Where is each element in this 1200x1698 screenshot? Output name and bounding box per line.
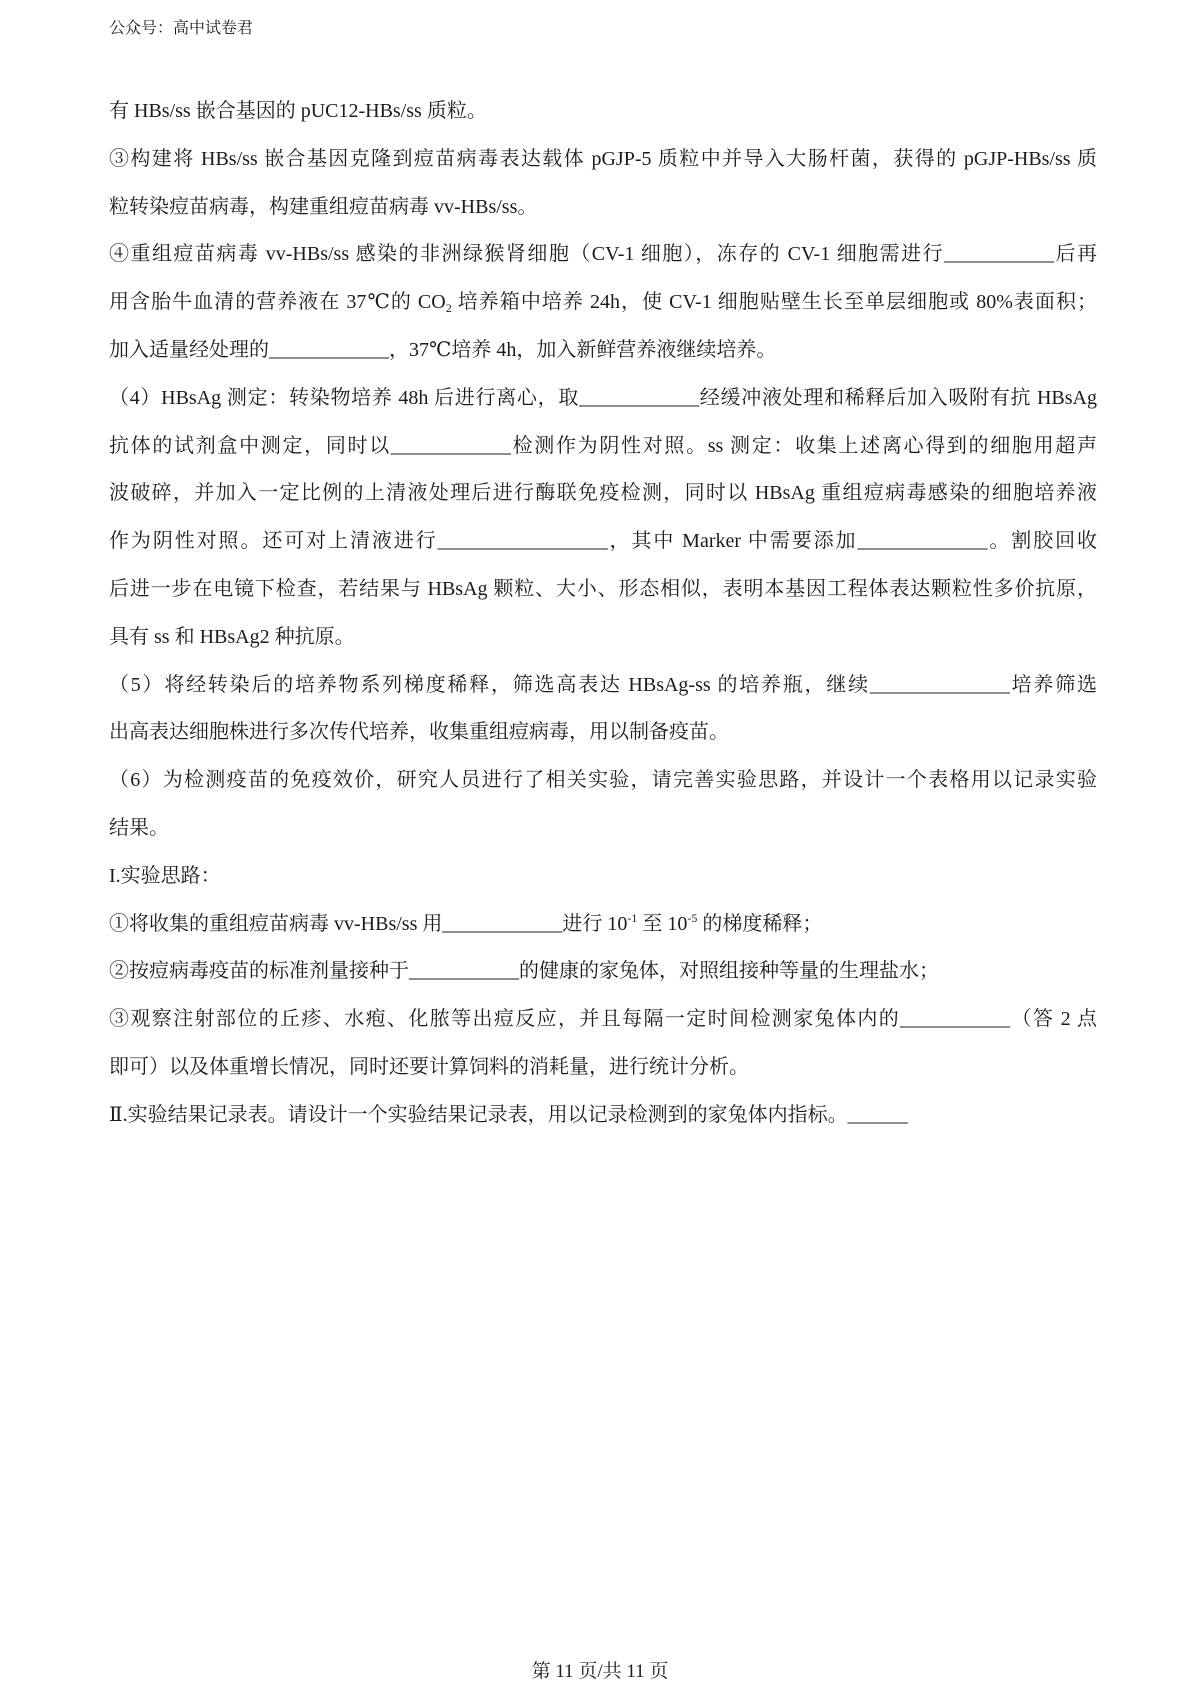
text-line: ③观察注射部位的丘疹、水疱、化脓等出痘反应，并且每隔一定时间检测家兔体内的___________（答 2 点 [109,1008,1097,1031]
text-line [109,279,1097,327]
text-line: 加入适量经处理的____________，37℃培养 4h，加入新鲜营养液继续培养。 [109,338,777,361]
text-segment: 培养箱中培养 24h，使 CV-1 细胞贴壁生长至单层细胞或 80%表面积； [451,291,1097,314]
text-line: 抗体的试剂盒中测定，同时以____________检测作为阴性对照。ss 测定：收集上述离心得到的细胞用超声 [109,434,1097,457]
text-line: ④重组痘苗病毒 vv-HBs/ss 感染的非洲绿猴肾细胞（CV-1 细胞），冻存的 CV-1 细胞需进行___________后再 [109,243,1097,266]
text-line: 有 HBs/ss 嵌合基因的 pUC12-HBs/ss 质粒。 [109,100,487,122]
text-line: Ⅱ.实验结果记录表。请设计一个实验结果记录表，用以记录检测到的家兔体内指标。______ [109,1103,908,1126]
page-number: 第 11 页/共 11 页 [531,1661,669,1682]
text-line: ②按痘病毒疫苗的标准剂量接种于___________的健康的家兔体，对照组接种等量的生理盐水； [109,960,939,983]
document-body [109,88,1097,1140]
page-header-source: 公众号：高中试卷君 [109,20,254,37]
text-line: 波破碎，并加入一定比例的上清液处理后进行酶联免疫检测，同时以 HBsAg 重组痘病毒感染的细胞培养液 [109,482,1097,505]
text-line: 结果。 [109,816,169,839]
text-line [109,901,1097,949]
text-segment: 至 10 [637,912,688,935]
text-line: 后进一步在电镜下检查，若结果与 HBsAg 颗粒、大小、形态相似，表明本基因工程体表达颗粒性多价抗原， [109,577,1097,600]
text-segment: ①将收集的重组痘苗病毒 vv-HBs/ss 用____________进行 10 [109,912,628,935]
text-line: 作为阴性对照。还可对上清液进行_________________，其中 Marker 中需要添加_____________。割胶回收 [109,530,1097,553]
subscript: 2 [445,301,452,316]
section-heading: I.实验思路： [109,864,221,887]
text-segment: 的梯度稀释； [697,912,823,935]
text-line: （6）为检测疫苗的免疫效价，研究人员进行了相关实验，请完善实验思路，并设计一个表格用以记录实验 [109,769,1097,792]
text-line: 粒转染痘苗病毒，构建重组痘苗病毒 vv-HBs/ss。 [109,195,538,218]
superscript: -5 [687,910,698,925]
text-line: 具有 ss 和 HBsAg2 种抗原。 [109,625,355,648]
text-line: 即可）以及体重增长情况，同时还要计算饲料的消耗量，进行统计分析。 [109,1055,749,1078]
text-line: 出高表达细胞株进行多次传代培养，收集重组痘病毒，用以制备疫苗。 [109,721,729,744]
text-line: （4）HBsAg 测定：转染物培养 48h 后进行离心，取____________经缓冲液处理和稀释后加入吸附有抗 HBsAg [109,386,1097,409]
text-line: （5）将经转染后的培养物系列梯度稀释，筛选高表达 HBsAg-ss 的培养瓶，继续______________培养筛选 [109,673,1097,696]
text-line: ③构建将 HBs/ss 嵌合基因克隆到痘苗病毒表达载体 pGJP-5 质粒中并导入大肠杆菌，获得的 pGJP-HBs/ss 质 [109,147,1097,170]
text-segment: 用含胎牛血清的营养液在 37℃的 CO [109,291,446,314]
superscript: -1 [627,910,638,925]
